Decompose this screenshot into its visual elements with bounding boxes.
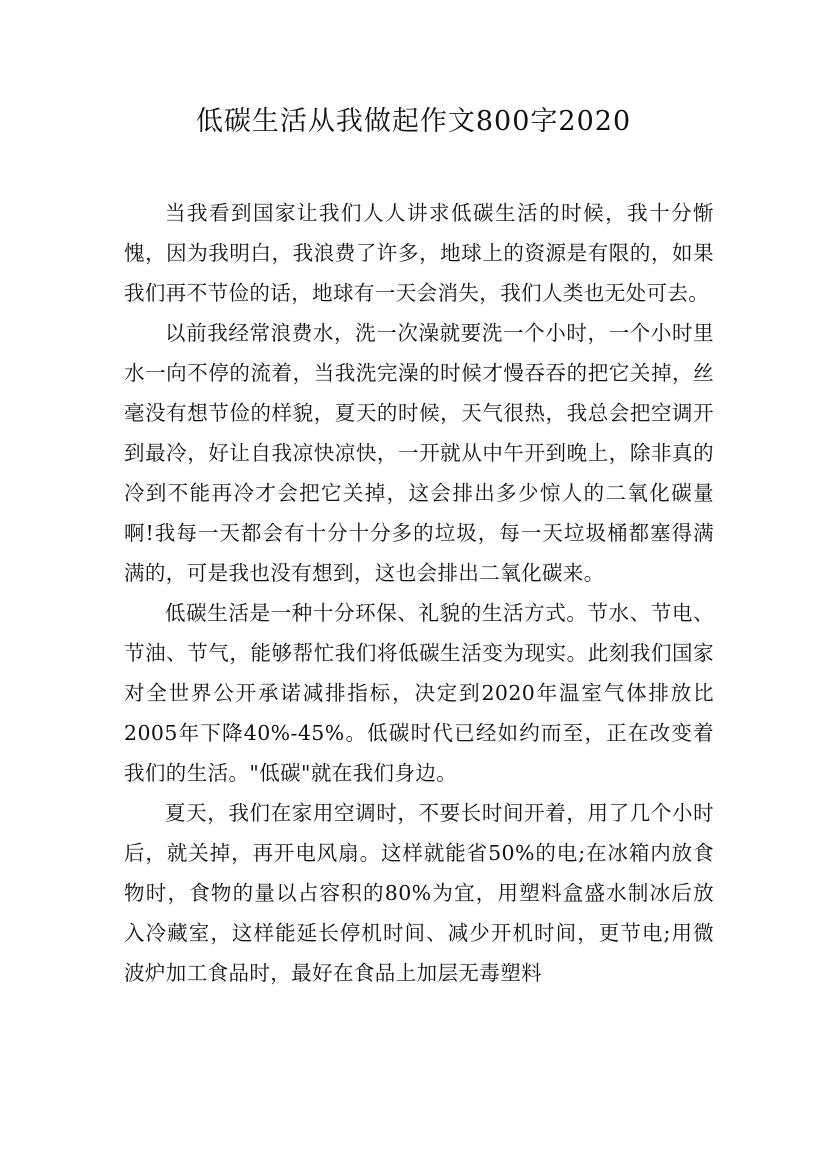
paragraph-1: 当我看到国家让我们人人讲求低碳生活的时候，我十分惭愧，因为我明白，我浪费了许多，地球上的资源是有限的，如果我们再不节俭的话，地球有一天会消失，我们人类也无处可去。 xyxy=(124,201,714,305)
paragraph-3: 低碳生活是一种十分环保、礼貌的生活方式。节水、节电、节油、节气，能够帮忙我们将低碳生活变为现实。此刻我们国家对全世界公开承诺减排指标，决定到2020年温室气体排放比2005年下降40%-45%。低碳时代已经如约而至，正在改变着我们的生活。"低碳"就在我们身边。 xyxy=(124,601,714,785)
essay-body xyxy=(124,193,714,993)
paragraph-4: 夏天，我们在家用空调时，不要长时间开着，用了几个小时后，就关掉，再开电风扇。这样就能省50%的电;在冰箱内放食物时，食物的量以占容积的80%为宜，用塑料盒盛水制冰后放入冷藏室，这样能延长停机时间、减少开机时间，更节电;用微波炉加工食品时，最好在食品上加层无毒塑料 xyxy=(124,801,714,985)
paragraph-2: 以前我经常浪费水，洗一次澡就要洗一个小时，一个小时里水一向不停的流着，当我洗完澡的时候才慢吞吞的把它关掉，丝毫没有想节俭的样貌，夏天的时候，天气很热，我总会把空调开到最冷，好让自我凉快凉快，一开就从中午开到晚上，除非真的冷到不能再冷才会把它关掉，这会排出多少惊人的二氧化碳量啊!我每一天都会有十分十分多的垃圾，每一天垃圾桶都塞得满满的，可是我也没有想到，这也会排出二氧化碳来。 xyxy=(124,321,714,585)
document-title: 低碳生活从我做起作文800字2020 xyxy=(195,106,632,137)
